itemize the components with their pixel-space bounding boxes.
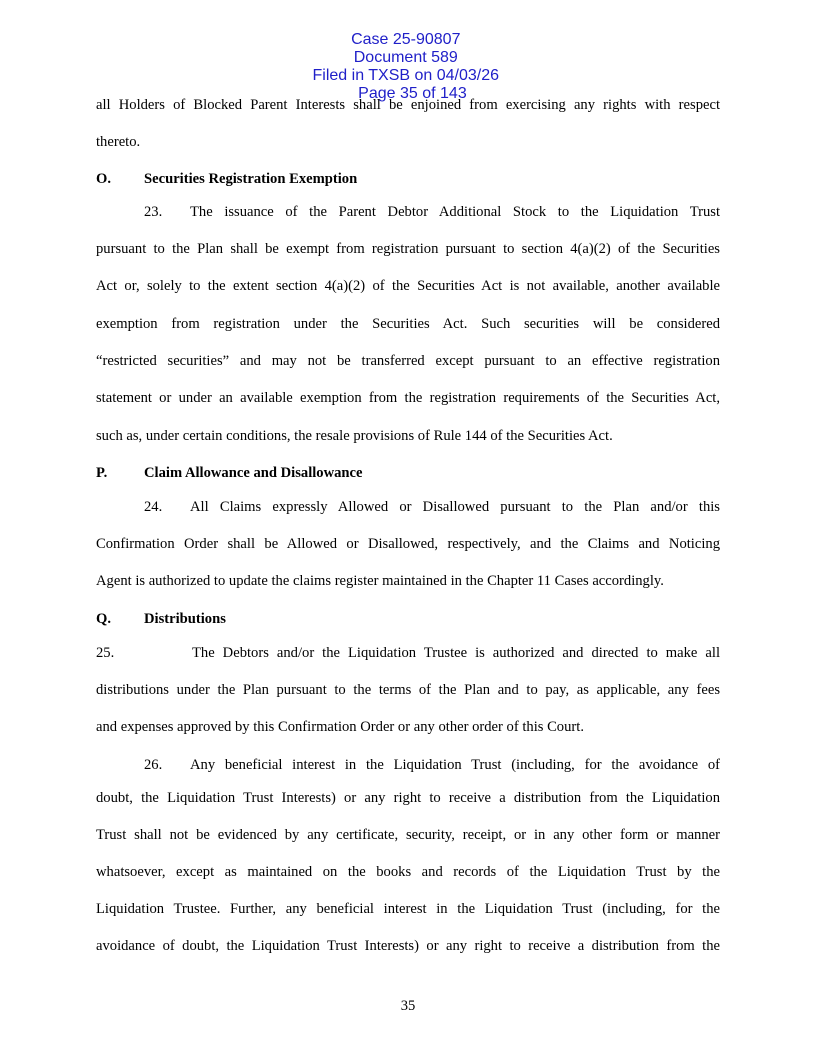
paragraph-26-line: doubt, the Liquidation Trust Interests) or any right to receive a distribution from the Liquidation: [96, 790, 720, 806]
paragraph-23-line: “restricted securities” and may not be transferred except pursuant to an effective registration: [96, 353, 720, 369]
paragraph-23-line: statement or under an available exemption from the registration requirements of the Securities Act,: [96, 390, 720, 406]
paragraph-25-line: 25. The Debtors and/or the Liquidation Trustee is authorized and directed to make all: [96, 645, 720, 661]
paragraph-23-line: Act or, solely to the extent section 4(a)(2) of the Securities Act is not available, another available: [96, 278, 720, 294]
paragraph-24-line: Agent is authorized to update the claims register maintained in the Chapter 11 Cases accordingly.: [96, 573, 664, 589]
paragraph-24-line: 24. All Claims expressly Allowed or Disallowed pursuant to the Plan and/or this: [144, 499, 720, 515]
section-letter: O.: [96, 171, 111, 187]
page-number: 35: [400, 998, 416, 1014]
paragraph-23-line: 23. The issuance of the Parent Debtor Additional Stock to the Liquidation Trust: [144, 204, 720, 220]
paragraph-26-line: Trust shall not be evidenced by any certificate, security, receipt, or in any other form or manner: [96, 827, 720, 843]
page-indicator: Page 35 of 143: [358, 85, 467, 102]
case-number: Case 25-90807: [351, 31, 461, 48]
continuation-line: thereto.: [96, 134, 141, 150]
paragraph-number: 24.: [144, 499, 163, 515]
section-heading-o: [96, 169, 720, 189]
paragraph-26-line: whatsoever, except as maintained on the books and records of the Liquidation Trust by the: [96, 864, 720, 880]
paragraph-25-line: distributions under the Plan pursuant to the terms of the Plan and to pay, as applicable, any fees: [96, 682, 720, 698]
paragraph-26-line: Liquidation Trustee. Further, any beneficial interest in the Liquidation Trust (including, for the: [96, 901, 720, 917]
paragraph-24-line: Confirmation Order shall be Allowed or Disallowed, respectively, and the Claims and Noticing: [96, 536, 720, 552]
paragraph-26-line: avoidance of doubt, the Liquidation Trust Interests) or any right to receive a distribution from the: [96, 938, 720, 954]
paragraph-26-line: 26. Any beneficial interest in the Liquidation Trust (including, for the avoidance of: [144, 757, 720, 773]
document-number: Document 589: [353, 49, 458, 66]
paragraph-number: 25.: [96, 645, 115, 661]
section-title: Securities Registration Exemption: [144, 171, 358, 187]
paragraph-23-line: exemption from registration under the Securities Act. Such securities will be considered: [96, 316, 720, 332]
paragraph-23-line: such as, under certain conditions, the resale provisions of Rule 144 of the Securities Act.: [96, 428, 613, 444]
filed-date: Filed in TXSB on 04/03/26: [312, 67, 500, 84]
ecf-filing-header: [0, 13, 816, 103]
paragraph-23-line: pursuant to the Plan shall be exempt from registration pursuant to section 4(a)(2) of the Securities: [96, 241, 720, 257]
section-heading-q: [96, 609, 720, 629]
paragraph-number: 26.: [144, 757, 163, 773]
section-title: Distributions: [144, 611, 226, 627]
paragraph-number: 23.: [144, 204, 163, 220]
paragraph-25-line: and expenses approved by this Confirmation Order or any other order of this Court.: [96, 719, 584, 735]
section-letter: P.: [96, 465, 108, 481]
section-heading-p: [96, 463, 720, 483]
section-title: Claim Allowance and Disallowance: [144, 465, 363, 481]
continuation-line: all Holders of Blocked Parent Interests shall be enjoined from exercising any rights with respect: [96, 97, 720, 113]
section-letter: Q.: [96, 611, 111, 627]
